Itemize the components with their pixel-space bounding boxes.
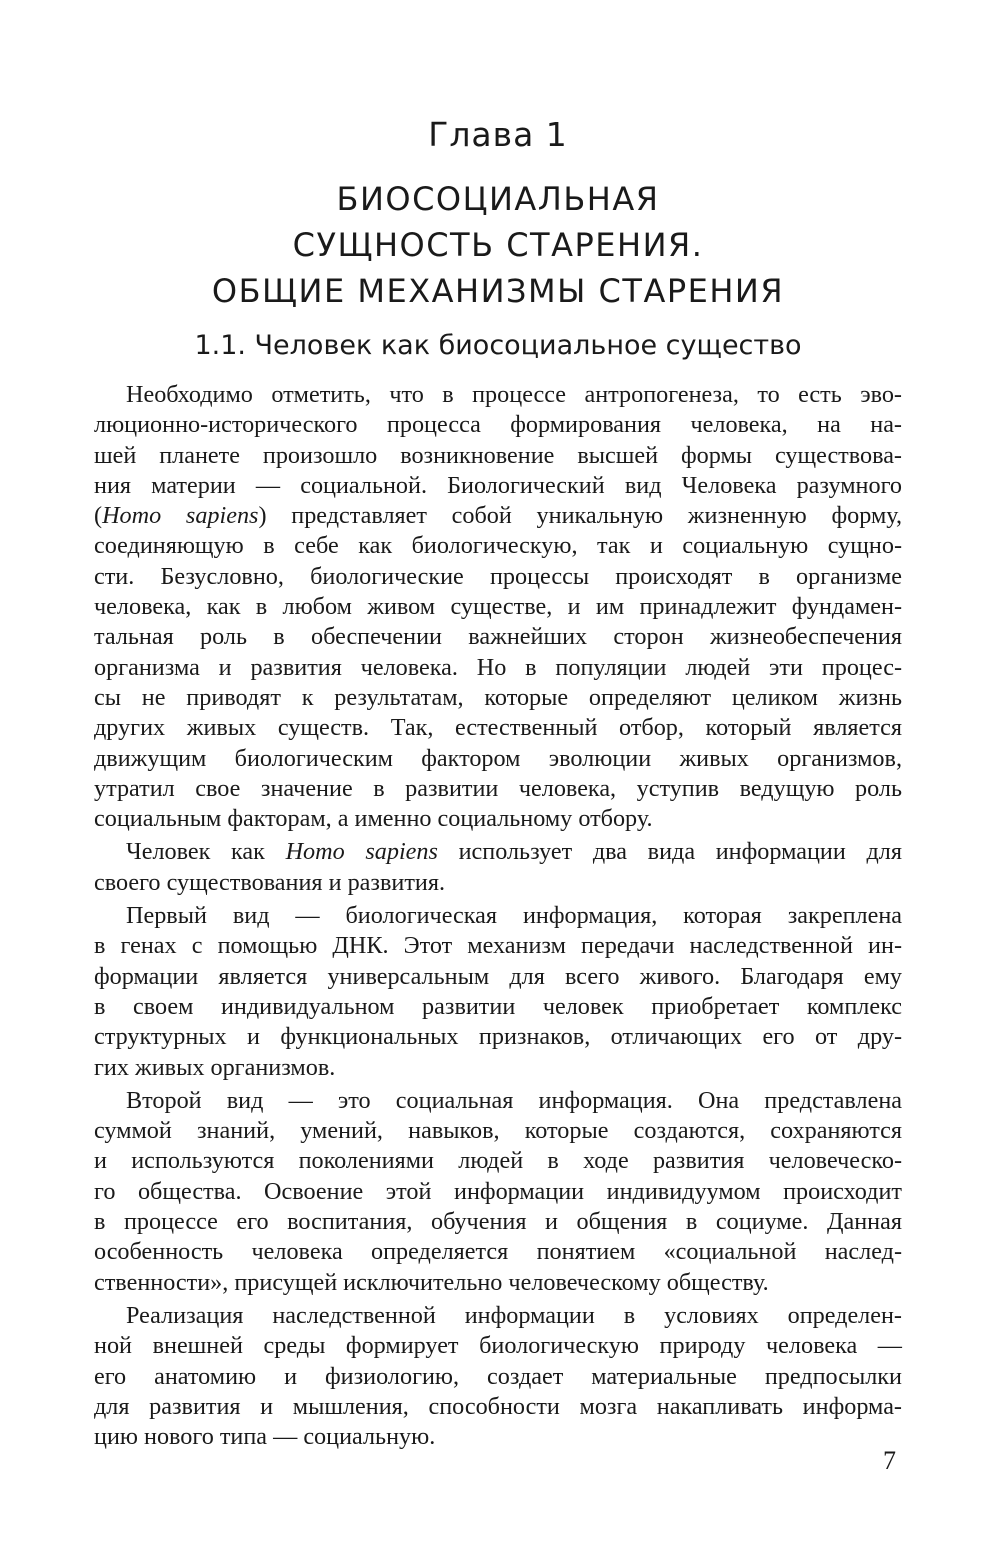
text-line: цию нового типа — социальную. bbox=[94, 1423, 436, 1451]
text-line: структурных и функциональных признаков, отличающих его от дру- bbox=[94, 1023, 902, 1051]
paragraph bbox=[94, 1086, 902, 1298]
text-line: в генах с помощью ДНК. Этот механизм передачи наследственной ин- bbox=[94, 932, 902, 960]
text-line: движущим биологическим фактором эволюции живых организмов, bbox=[94, 744, 902, 772]
text-line: суммой знаний, умений, навыков, которые создаются, сохраняются bbox=[94, 1117, 902, 1145]
paragraph bbox=[94, 901, 902, 1083]
text-line: Второй вид — это социальная информация. Она представлена bbox=[126, 1086, 902, 1114]
body-text bbox=[94, 380, 902, 1452]
section-title: 1.1. Человек как биосоциальное существо bbox=[194, 330, 802, 361]
text-line: (Homo sapiens) представляет собой уникальную жизненную форму, bbox=[94, 502, 902, 530]
text-line: гих живых организмов. bbox=[94, 1053, 336, 1081]
text-line: Первый вид — биологическая информация, которая закреплена bbox=[126, 902, 902, 930]
text-line: для развития и мышления, способности мозга накапливать информа- bbox=[94, 1392, 902, 1420]
paragraph bbox=[94, 380, 902, 834]
page-number: 7 bbox=[883, 1446, 896, 1475]
paragraph bbox=[94, 837, 902, 898]
text-line: и используются поколениями людей в ходе развития человеческо- bbox=[94, 1147, 902, 1175]
text-line: своего существования и развития. bbox=[94, 868, 446, 896]
chapter-title-line: БИОСОЦИАЛЬНАЯ bbox=[336, 180, 660, 218]
text-line: тальная роль в обеспечении важнейших сторон жизнеобеспечения bbox=[94, 623, 902, 651]
paragraph bbox=[94, 1301, 902, 1452]
text-line: сы не приводят к результатам, которые определяют целиком жизнь bbox=[94, 683, 902, 711]
text-line: Реализация наследственной информации в условиях определен- bbox=[126, 1301, 902, 1329]
text-line: Необходимо отметить, что в процессе антропогенеза, то есть эво- bbox=[126, 381, 902, 408]
text-line: ния материи — социальной. Биологический вид Человека разумного bbox=[94, 471, 902, 499]
text-line: люционно-исторического процесса формирования человека, на на- bbox=[94, 411, 902, 439]
text-line: утратил свое значение в развитии человека, уступив ведущую роль bbox=[94, 774, 902, 802]
text-line: ственности», присущей исключительно человеческому обществу. bbox=[94, 1268, 769, 1296]
text-line: Человек как Homo sapiens использует два вида информации для bbox=[126, 838, 902, 866]
chapter-title bbox=[94, 176, 902, 314]
text-line: го общества. Освоение этой информации индивидуумом происходит bbox=[94, 1177, 902, 1205]
text-line: шей планете произошло возникновение высшей формы существова- bbox=[94, 441, 902, 469]
text-line: в своем индивидуальном развитии человек приобретает комплекс bbox=[94, 992, 902, 1020]
text-line: человека, как в любом живом существе, и им принадлежит фундамен- bbox=[94, 593, 902, 621]
text-line: сти. Безусловно, биологические процессы происходят в организме bbox=[94, 562, 902, 590]
text-line: в процессе его воспитания, обучения и общения в социуме. Данная bbox=[94, 1208, 902, 1236]
text-line: соединяющую в себе как биологическую, так и социальную сущно- bbox=[94, 532, 902, 560]
text-line: особенность человека определяется понятием «социальной наслед- bbox=[94, 1238, 902, 1266]
text-line: организма и развития человека. Но в популяции людей эти процес- bbox=[94, 653, 902, 681]
chapter-title-line: ОБЩИЕ МЕХАНИЗМЫ СТАРЕНИЯ bbox=[211, 272, 785, 310]
text-line: ной внешней среды формирует биологическую природу человека — bbox=[94, 1332, 902, 1360]
text-line: формации является универсальным для всего живого. Благодаря ему bbox=[94, 962, 902, 990]
text-line: других живых существ. Так, естественный отбор, который является bbox=[94, 714, 902, 742]
text-line: социальным факторам, а именно социальному отбору. bbox=[94, 805, 653, 833]
chapter-title-line: СУЩНОСТЬ СТАРЕНИЯ. bbox=[292, 226, 704, 264]
page-content bbox=[94, 100, 902, 1452]
text-line: его анатомию и физиологию, создает материальные предпосылки bbox=[94, 1362, 902, 1390]
chapter-label: Глава 1 bbox=[428, 115, 568, 154]
